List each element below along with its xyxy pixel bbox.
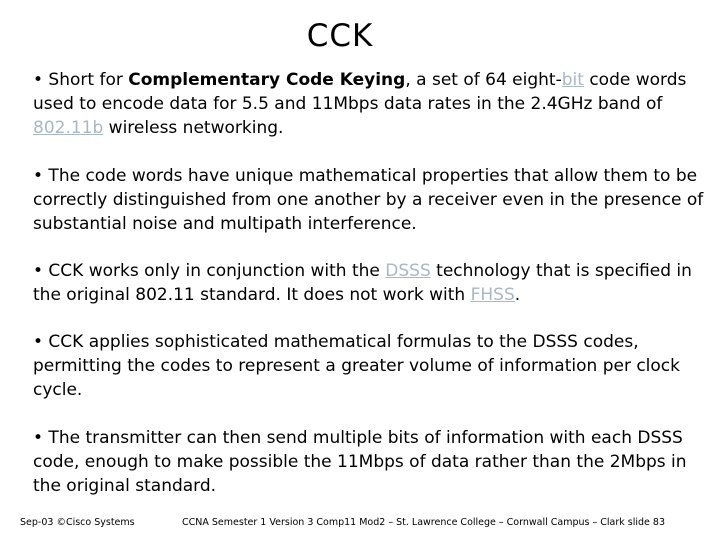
bullet-text: • Short for [33,70,129,90]
bullet-code-words: • The code words have unique mathematical properties that allow them to be correctly distinguished from one another by a receiver even in the presence of substantial noise and multipath interference. [33,166,704,234]
bullet-text: . [514,285,521,305]
link-dsss[interactable]: DSSS [385,261,431,281]
bullet-dsss-only [33,259,705,307]
bullet-cck-definition [33,68,705,140]
bullet-formulas: • CCK applies sophisticated mathematical formulas to the DSSS codes, permitting the codes to represent a greater volume of information per clock cycle. [33,332,680,400]
footer-copyright: Sep-03 ©Cisco Systems [20,517,135,528]
bullet-transmitter: • The transmitter can then send multiple bits of information with each DSSS code, enough to make possible the 11Mbps of data rather than the 2Mbps in the original standard. [33,428,687,496]
bullet-text: , a set of 64 eight- [405,70,562,90]
link-802-11b[interactable]: 802.11b [33,118,104,138]
link-fhss[interactable]: FHSS [470,285,515,305]
bullet-text: • CCK works only in conjunction with the [33,261,386,281]
bullet-text: code words used to encode data for 5.5 and 11Mbps data rates in the 2.4GHz band of [33,70,687,114]
link-bit[interactable]: bit [561,70,584,90]
bullet-text: technology that is specified in the original 802.11 standard. It does not work with [33,261,692,305]
bold-term: Complementary Code Keying [128,70,406,90]
bullet-list [33,68,705,498]
slide-title: CCK [306,18,374,54]
footer-course-info: CCNA Semester 1 Version 3 Comp11 Mod2 – St. Lawrence College – Cornwall Campus – Clark slide 83 [182,517,665,528]
bullet-text: wireless networking. [103,118,284,138]
